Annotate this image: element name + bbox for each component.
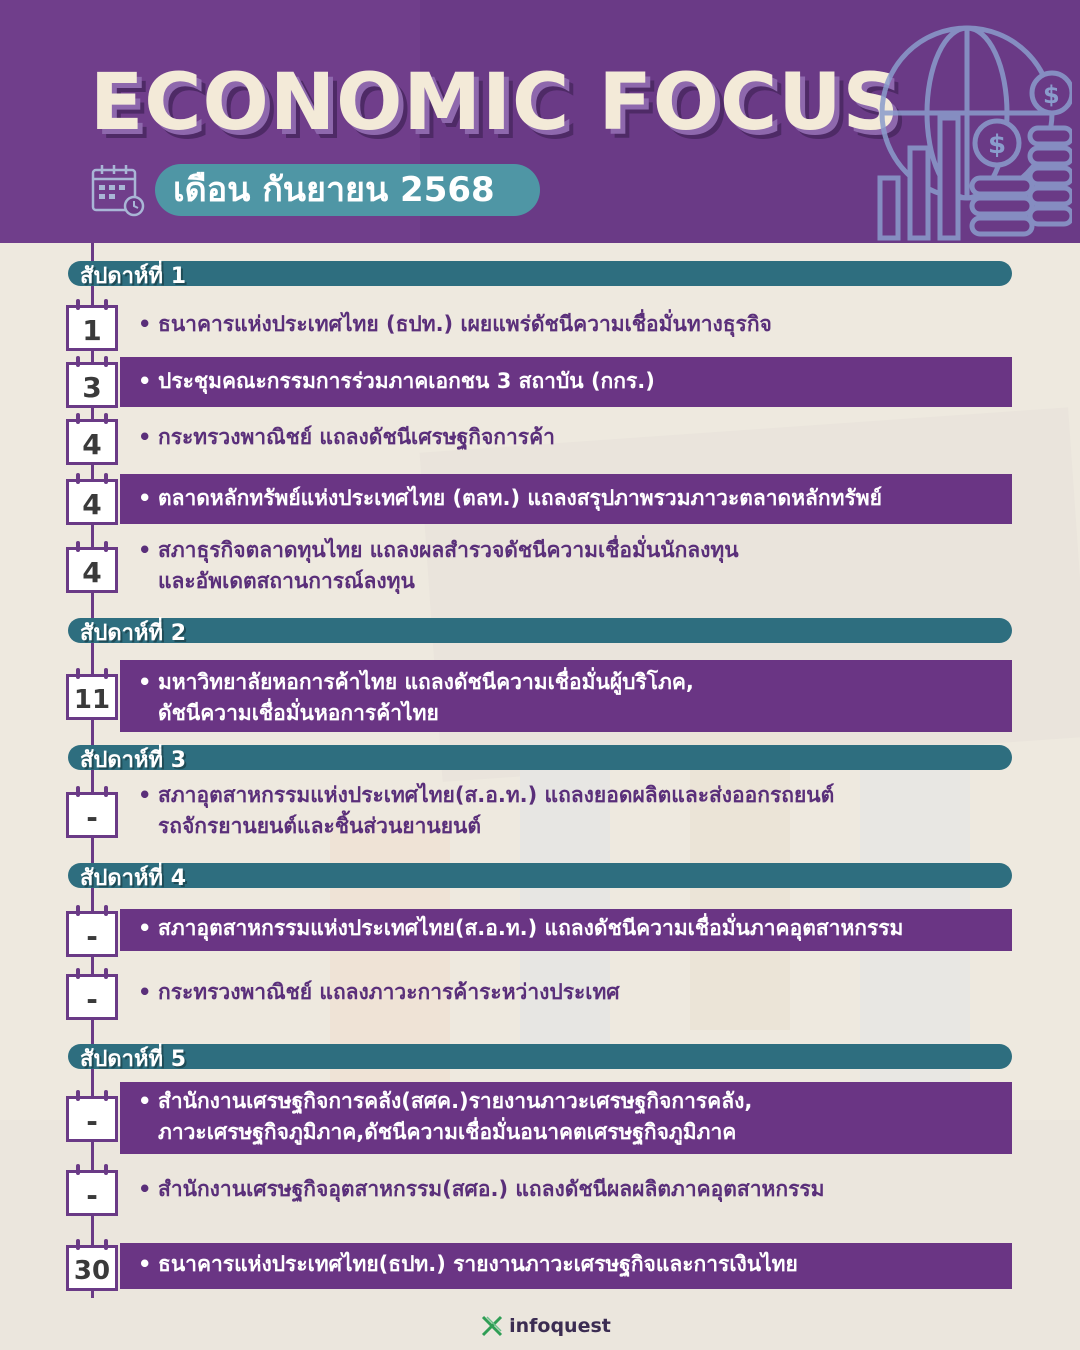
- week-label: สัปดาห์ที่ 4: [80, 866, 187, 891]
- event-item: • สภาอุตสาหกรรมแห่งประเทศไทย(ส.อ.ท.) แถลงยอดผลิตและส่งออกรถยนต์ รถจักรยานยนต์และชิ้นส่วนยานยนต์: [138, 780, 1008, 842]
- week-1-bar: [68, 261, 1012, 289]
- page-title: ECONOMIC FOCUS: [90, 58, 900, 148]
- event-text: สภาอุตสาหกรรมแห่งประเทศไทย(ส.อ.ท.) แถลงยอดผลิตและส่งออกรถยนต์: [158, 783, 835, 807]
- day-number: 1: [82, 314, 102, 347]
- week-label: สัปดาห์ที่ 2: [80, 621, 187, 646]
- week-3-bar: [68, 745, 1012, 773]
- calendar-day-icon: [66, 413, 118, 465]
- event-item: • สภาอุตสาหกรรมแห่งประเทศไทย(ส.อ.ท.) แถลงดัชนีความเชื่อมั่นภาคอุตสาหกรรม: [138, 913, 1008, 944]
- event-text: สำนักงานเศรษฐกิจการคลัง(สศค.)รายงานภาวะเศรษฐกิจการคลัง,: [158, 1089, 753, 1113]
- brand-logo: [480, 1314, 611, 1340]
- calendar-day-icon: [66, 668, 118, 720]
- event-text: ประชุมคณะกรรมการร่วมภาคเอกชน 3 สถาบัน (กกร.): [158, 369, 655, 393]
- calendar-day-icon: [66, 299, 118, 351]
- calendar-day-icon: [66, 1090, 118, 1142]
- week-2-bar: [68, 618, 1012, 646]
- day-number: -: [86, 1105, 98, 1138]
- event-item: • สภาธุรกิจตลาดทุนไทย แถลงผลสำรวจดัชนีความเชื่อมั่นนักลงทุน และอัพเดตสถานการณ์ลงทุน: [138, 535, 1008, 597]
- calendar-day-icon: [66, 968, 118, 1020]
- finance-globe-icon: [862, 18, 1072, 243]
- event-item: • ตลาดหลักทรัพย์แห่งประเทศไทย (ตลท.) แถลงสรุปภาพรวมภาวะตลาดหลักทรัพย์: [138, 483, 1008, 514]
- calendar-day-icon: [66, 1164, 118, 1216]
- day-number: -: [86, 983, 98, 1016]
- calendar-icon: [90, 162, 146, 218]
- calendar-day-icon: [66, 541, 118, 593]
- day-number: 30: [73, 1256, 111, 1286]
- day-number: 4: [82, 488, 102, 521]
- day-number: 3: [82, 371, 102, 404]
- event-item: • มหาวิทยาลัยหอการค้าไทย แถลงดัชนีความเชื่อมั่นผู้บริโภค, ดัชนีความเชื่อมั่นหอการค้าไทย: [138, 667, 1008, 729]
- week-label: สัปดาห์ที่ 5: [80, 1047, 187, 1072]
- calendar-day-icon: [66, 786, 118, 838]
- event-item: • ประชุมคณะกรรมการร่วมภาคเอกชน 3 สถาบัน (กกร.): [138, 366, 1008, 397]
- day-number: -: [86, 920, 98, 953]
- day-number: 11: [73, 685, 111, 715]
- infoquest-logo-icon: [480, 1314, 504, 1338]
- event-item: • สำนักงานเศรษฐกิจการคลัง(สศค.)รายงานภาวะเศรษฐกิจการคลัง, ภาวะเศรษฐกิจภูมิภาค,ดัชนีความเชื่อมั่นอนาคตเศรษฐกิจภูมิภาค: [138, 1086, 1008, 1148]
- event-item: • ธนาคารแห่งประเทศไทย(ธปท.) รายงานภาวะเศรษฐกิจและการเงินไทย: [138, 1249, 1008, 1280]
- month-badge: เดือน กันยายน 2568: [155, 164, 540, 216]
- event-text: ธนาคารแห่งประเทศไทย (ธปท.) เผยแพร่ดัชนีความเชื่อมั่นทางธุรกิจ: [158, 312, 772, 336]
- calendar-day-icon: [66, 905, 118, 957]
- event-item: • ธนาคารแห่งประเทศไทย (ธปท.) เผยแพร่ดัชนีความเชื่อมั่นทางธุรกิจ: [138, 309, 1008, 340]
- calendar-day-icon: [66, 1239, 118, 1291]
- day-number: 4: [82, 428, 102, 461]
- calendar-day-icon: [66, 356, 118, 408]
- svg-text:$: $: [1043, 81, 1060, 109]
- event-text: ธนาคารแห่งประเทศไทย(ธปท.) รายงานภาวะเศรษฐกิจและการเงินไทย: [158, 1252, 798, 1276]
- event-text: มหาวิทยาลัยหอการค้าไทย แถลงดัชนีความเชื่อมั่นผู้บริโภค,: [158, 670, 694, 694]
- day-number: -: [86, 801, 98, 834]
- header-banner: [0, 0, 1080, 243]
- event-text: สำนักงานเศรษฐกิจอุตสาหกรรม(สศอ.) แถลงดัชนีผลผลิตภาคอุตสาหกรรม: [158, 1177, 825, 1201]
- week-label: สัปดาห์ที่ 1: [80, 264, 187, 289]
- day-number: 4: [82, 556, 102, 589]
- event-item: • กระทรวงพาณิชย์ แถลงภาวะการค้าระหว่างประเทศ: [138, 977, 1008, 1008]
- event-text: กระทรวงพาณิชย์ แถลงภาวะการค้าระหว่างประเทศ: [158, 980, 620, 1004]
- svg-text:$: $: [988, 130, 1007, 160]
- event-text: ภาวะเศรษฐกิจภูมิภาค,ดัชนีความเชื่อมั่นอนาคตเศรษฐกิจภูมิภาค: [158, 1120, 737, 1144]
- week-5-bar: [68, 1044, 1012, 1072]
- event-text: ตลาดหลักทรัพย์แห่งประเทศไทย (ตลท.) แถลงสรุปภาพรวมภาวะตลาดหลักทรัพย์: [158, 486, 882, 510]
- calendar-day-icon: [66, 473, 118, 525]
- week-label: สัปดาห์ที่ 3: [80, 748, 187, 773]
- brand-name: infoquest: [509, 1315, 611, 1337]
- event-text: สภาอุตสาหกรรมแห่งประเทศไทย(ส.อ.ท.) แถลงดัชนีความเชื่อมั่นภาคอุตสาหกรรม: [158, 916, 904, 940]
- event-item: • สำนักงานเศรษฐกิจอุตสาหกรรม(สศอ.) แถลงดัชนีผลผลิตภาคอุตสาหกรรม: [138, 1174, 1008, 1205]
- event-text: และอัพเดตสถานการณ์ลงทุน: [158, 569, 415, 593]
- event-item: • กระทรวงพาณิชย์ แถลงดัชนีเศรษฐกิจการค้า: [138, 422, 1008, 453]
- event-text: รถจักรยานยนต์และชิ้นส่วนยานยนต์: [158, 814, 482, 838]
- event-text: กระทรวงพาณิชย์ แถลงดัชนีเศรษฐกิจการค้า: [158, 425, 555, 449]
- day-number: -: [86, 1179, 98, 1212]
- event-text: ดัชนีความเชื่อมั่นหอการค้าไทย: [158, 701, 439, 725]
- week-4-bar: [68, 863, 1012, 891]
- event-text: สภาธุรกิจตลาดทุนไทย แถลงผลสำรวจดัชนีความเชื่อมั่นนักลงทุน: [158, 538, 739, 562]
